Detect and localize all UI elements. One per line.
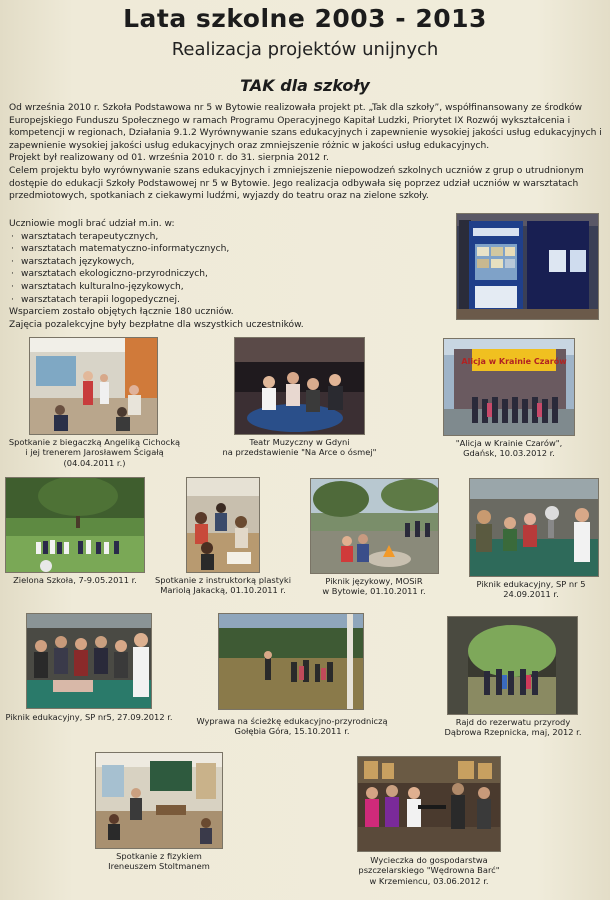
photo-caption: Piknik językowy, MOSiR w Bytowie, 01.10.2011 r. [322,576,426,597]
page-subtitle: Realizacja projektów unijnych [171,39,439,60]
list-lead: Uczniowie mogli brać udział m.in. w: [9,219,175,229]
list-item-label: warsztatach matematyczno-informatycznych, [21,244,230,255]
nature-reserve-photo [448,617,577,714]
list-item-label: warsztatach językowych, [21,256,135,267]
list-item-label: warsztatach terapii logopedycznej. [21,294,180,305]
list-item [9,231,449,244]
bullet-icon: · [11,281,14,292]
project-banners-photo [457,214,598,319]
photo-caption: Zielona Szkoła, 7-9.05.2011 r. [13,575,137,585]
photo-caption: Spotkanie z instruktorką plastyki Mariolą Jakacką, 01.10.2011 r. [154,575,292,596]
bullet-icon: · [11,294,14,305]
list-item [9,294,449,307]
page-title: Lata szkolne 2003 - 2013 [123,4,487,33]
bullet-icon: · [11,244,14,255]
list-item [9,281,449,294]
bullet-icon: · [11,231,14,242]
physicist-meeting-photo [96,753,222,848]
nature-trail-photo [219,614,363,709]
free-classes-note: Zajęcia pozalekcyjne były bezpłatne dla wszystkich uczestników. [9,319,304,330]
photo-caption: Rajd do rezerwatu przyrody Dąbrowa Rzepnicka, maj, 2012 r. [444,717,582,738]
alice-wonderland-photo [444,339,574,435]
intro-paragraph: Od września 2010 r. Szkoła Podstawowa nr 5 w Bytowie realizowała projekt pt. „Tak dla szkoły”, współfinansowany ze środków Europejskiego Funduszu Społecznego w ramach Programu Operacyjnego Kapitał Ludzki, Priorytet IX Rozwój wykształcenia i kompetencji w regionach, Działania 9.1.2 Wyrównywanie szans edukacyjnych i zapewnienie wysokiej jakości usług edukacyjnych i zapewnienie wysokiej jakości usług edukacyjnych oraz zmniejszenie różnic w jakości usług edukacyjnych. [9,103,602,151]
theatre-sign-text: Alicja w Krainie Czarów [461,357,567,366]
workshop-list [9,218,449,331]
edu-picnic-2011-photo [470,479,598,576]
list-item [9,243,449,256]
art-instructor-photo [187,478,259,572]
language-picnic-photo [311,479,438,573]
runner-meeting-photo [30,338,157,434]
participants-note: Wsparciem zostało objętych łącznie 180 uczniów. [9,307,234,318]
green-school-photo [6,478,144,572]
photo-caption: Wyprawa na ścieżkę edukacyjno-przyrodniczą Gołębia Góra, 15.10.2011 r. [196,716,388,737]
theatre-trip-photo [235,338,364,434]
list-item-label: warsztatach terapeutycznych, [21,231,159,242]
edu-picnic-2012-photo [27,614,151,708]
bullet-icon: · [11,269,14,280]
photo-caption: Spotkanie z biegaczką Angeliką Cichocką i jej trenerem Jarosławem Ścigałą (04.04.2011 r.) [8,437,181,468]
intro-text [9,102,605,203]
list-item [9,256,449,269]
section-title: TAK dla szkoły [240,76,370,95]
intro-paragraph: Celem projektu było wyrównywanie szans edukacyjnych i zmniejszenie niepowodzeń szkolnych uczniów z grup o utrudnionym dostępie do edukacji Szkoły Podstawowej nr 5 w Bytowie. Jego realizacja odbywała się poprzez udział uczniów w warsztatach przedmiotowych, spotkaniach z ciekawymi ludźmi, wyjazdy do teatru oraz na zielone szkoły. [9,165,584,202]
photo-caption: Teatr Muzyczny w Gdyni na przedstawienie "Na Arce o ósmej" [222,437,377,458]
apiary-trip-photo [358,757,500,851]
list-item [9,268,449,281]
bullet-icon: · [11,256,14,267]
photo-caption: "Alicja w Krainie Czarów", Gdańsk, 10.03.2012 r. [455,438,563,459]
photo-caption: Piknik edukacyjny, SP nr5, 27.09.2012 r. [5,712,173,722]
list-item-label: warsztatach ekologiczno-przyrodniczych, [21,269,208,280]
list-item-label: warsztatach kulturalno-językowych, [21,281,184,292]
photo-caption: Spotkanie z fizykiem Ireneuszem Stoltmanem [108,851,210,872]
photo-caption: Piknik edukacyjny, SP nr 5 24.09.2011 r. [476,579,586,600]
photo-caption: Wycieczka do gospodarstwa pszczelarskiego "Wędrowna Barć" w Krzemiencu, 03.06.2012 r. [358,855,500,886]
intro-paragraph: Projekt był realizowany od 01. września 2010 r. do 31. sierpnia 2012 r. [9,153,329,164]
